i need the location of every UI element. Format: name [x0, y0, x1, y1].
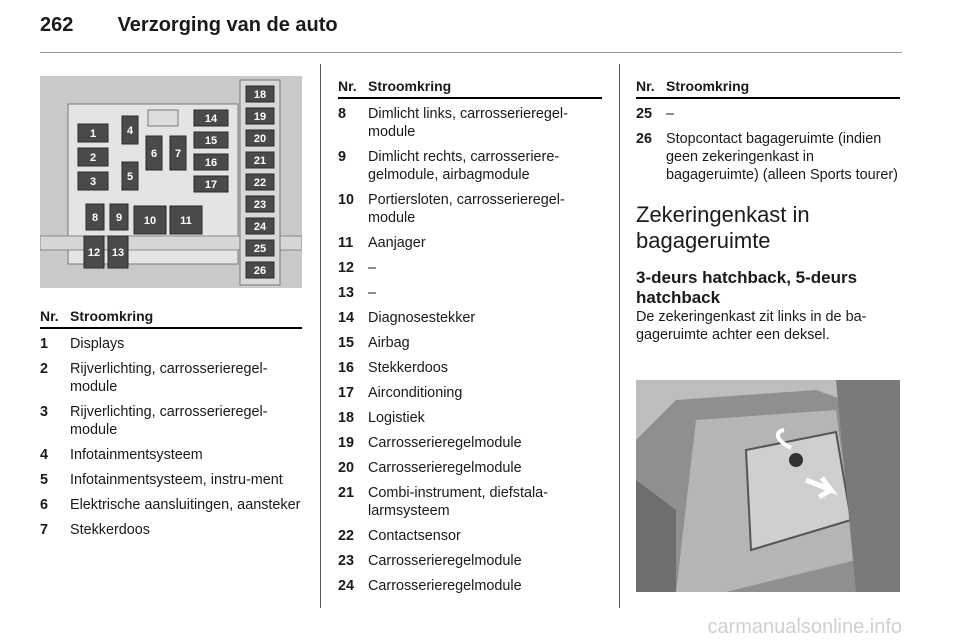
fuse-number: 9 [338, 149, 347, 165]
table-row [338, 552, 602, 570]
column-divider [320, 64, 321, 608]
circuit-description: Carrosserieregelmodule [368, 578, 522, 594]
fuse-label: 26 [253, 265, 267, 277]
fuse-number: 25 [636, 106, 653, 122]
fuse-number: 19 [338, 435, 355, 451]
table-row [338, 284, 602, 302]
table-row [338, 234, 602, 252]
table-row [338, 577, 602, 595]
table-middle [338, 78, 602, 602]
table-row [40, 471, 302, 489]
table-row [338, 334, 602, 352]
fuse-number: 7 [40, 522, 49, 538]
table-header [40, 308, 302, 329]
circuit-description: Logistiek [368, 410, 425, 426]
fuse-label: 19 [253, 111, 267, 123]
circuit-description: Dimlicht rechts, carrosseriere-gelmodule, airbagmodule [368, 149, 560, 183]
fuse-number: 18 [338, 410, 355, 426]
circuit-description: Contactsensor [368, 528, 461, 544]
circuit-description: Aanjager [368, 235, 426, 251]
circuit-description: Carrosserieregelmodule [368, 435, 522, 451]
fuse-label: 2 [89, 152, 97, 164]
fuse-number: 15 [338, 335, 355, 351]
fuse-label: 9 [115, 212, 123, 224]
circuit-description: – [368, 260, 377, 276]
fuse-number: 12 [338, 260, 355, 276]
circuit-description: – [368, 285, 377, 301]
circuit-description: Infotainmentsysteem [70, 447, 203, 463]
circuit-description: Airbag [368, 335, 410, 351]
fuse-label: 11 [180, 215, 192, 227]
table-right [636, 78, 900, 344]
circuit-description: Diagnosestekker [368, 310, 476, 326]
table-row [338, 384, 602, 402]
circuit-description: Portiersloten, carrosserieregel-module [368, 192, 565, 226]
table-header [636, 78, 900, 99]
fuse-label: 4 [126, 125, 134, 137]
circuit-description: – [666, 106, 675, 122]
circuit-description: Dimlicht links, carrosserieregel-module [368, 106, 568, 140]
fuse-label: 16 [204, 157, 218, 169]
circuit-description: Rijverlichting, carrosserieregel-module [70, 361, 268, 395]
table-row [40, 335, 302, 353]
header-circuit: Stroomkring [70, 308, 154, 324]
fuse-box-svg [40, 76, 302, 288]
header-circuit: Stroomkring [368, 78, 452, 94]
fuse-number: 21 [338, 485, 355, 501]
fuse-number: 5 [40, 472, 49, 488]
circuit-description: Displays [70, 336, 125, 352]
fuse-number: 26 [636, 131, 653, 147]
header-rule [40, 52, 902, 53]
section-subtitle: 3-deurs hatchback, 5-deurs hatchback [636, 268, 858, 307]
watermark: carmanualsonline.info [707, 616, 902, 638]
table-row [338, 409, 602, 427]
table-row [338, 484, 602, 520]
table-row [338, 527, 602, 545]
header-circuit: Stroomkring [666, 78, 750, 94]
fuse-label: 24 [253, 221, 267, 233]
fuse-label: 22 [253, 177, 267, 189]
fuse-number: 13 [338, 285, 355, 301]
table-row [40, 360, 302, 396]
fuse-label: 18 [253, 89, 267, 101]
fuse-number: 17 [338, 385, 355, 401]
table-header [338, 78, 602, 99]
fuse-number: 16 [338, 360, 355, 376]
fuse-number: 4 [40, 447, 49, 463]
circuit-description: Infotainmentsysteem, instru-ment [70, 472, 283, 488]
fuse-label: 13 [111, 247, 125, 259]
table-row [338, 148, 602, 184]
fuse-number: 14 [338, 310, 355, 326]
circuit-description: Carrosserieregelmodule [368, 553, 522, 569]
table-left [40, 308, 302, 546]
circuit-description: Airconditioning [368, 385, 463, 401]
fuse-number: 8 [338, 106, 347, 122]
table-row [338, 309, 602, 327]
table-row [636, 130, 900, 184]
section-title: Zekeringenkast in bagageruimte [636, 202, 810, 253]
fuse-label: 5 [126, 171, 134, 183]
fuse-label: 17 [204, 179, 218, 191]
page-title: Verzorging van de auto [117, 14, 338, 36]
fuse-label: 1 [89, 128, 97, 140]
fuse-label: 8 [91, 212, 99, 224]
fuse-label: 12 [87, 247, 101, 259]
header-nr: Nr. [636, 78, 655, 94]
header-nr: Nr. [40, 308, 59, 324]
circuit-description: Carrosserieregelmodule [368, 460, 522, 476]
table-row [338, 105, 602, 141]
trunk-fuse-cover-photo [636, 380, 900, 592]
fuse-label: 10 [143, 215, 157, 227]
circuit-description: Stekkerdoos [368, 360, 448, 376]
section-body: De zekeringenkast zit links in de ba-gageruimte achter een deksel. [636, 309, 867, 343]
table-row [338, 191, 602, 227]
fuse-label: 15 [204, 135, 218, 147]
fuse-number: 2 [40, 361, 49, 377]
fuse-label: 14 [204, 113, 218, 125]
table-row [338, 459, 602, 477]
circuit-description: Stekkerdoos [70, 522, 150, 538]
fuse-label: 23 [253, 199, 267, 211]
table-row [40, 521, 302, 539]
table-row [338, 434, 602, 452]
header-nr: Nr. [338, 78, 357, 94]
fuse-number: 1 [40, 336, 49, 352]
fuse-number: 22 [338, 528, 355, 544]
table-row [338, 259, 602, 277]
fuse-box-diagram [40, 76, 302, 288]
table-row [40, 496, 302, 514]
page-number: 262 [40, 14, 74, 36]
fuse-number: 20 [338, 460, 355, 476]
circuit-description: Combi-instrument, diefstala-larmsysteem [368, 485, 548, 519]
table-row [636, 105, 900, 123]
table-row [40, 446, 302, 464]
fuse-number: 3 [40, 404, 49, 420]
fuse-number: 6 [40, 497, 49, 513]
circuit-description: Elektrische aansluitingen, aansteker [70, 497, 301, 513]
column-divider [619, 64, 620, 608]
fuse-number: 11 [338, 235, 354, 251]
fuse-number: 24 [338, 578, 355, 594]
circuit-description: Stopcontact bagageruimte (indien geen zekeringenkast in bagageruimte) (alleen Sports tourer) [666, 131, 898, 183]
trunk-photo-svg [636, 380, 900, 592]
fuse-number: 23 [338, 553, 355, 569]
fuse-label: 7 [174, 148, 182, 160]
fuse-label: 25 [253, 243, 267, 255]
circuit-description: Rijverlichting, carrosserieregel-module [70, 404, 268, 438]
page-header [40, 14, 338, 37]
fuse-number: 10 [338, 192, 355, 208]
table-row [338, 359, 602, 377]
fuse-label: 3 [89, 176, 97, 188]
fuse-label: 6 [150, 148, 158, 160]
fuse-label: 20 [253, 133, 267, 145]
table-row [40, 403, 302, 439]
fuse-label: 21 [253, 155, 267, 167]
